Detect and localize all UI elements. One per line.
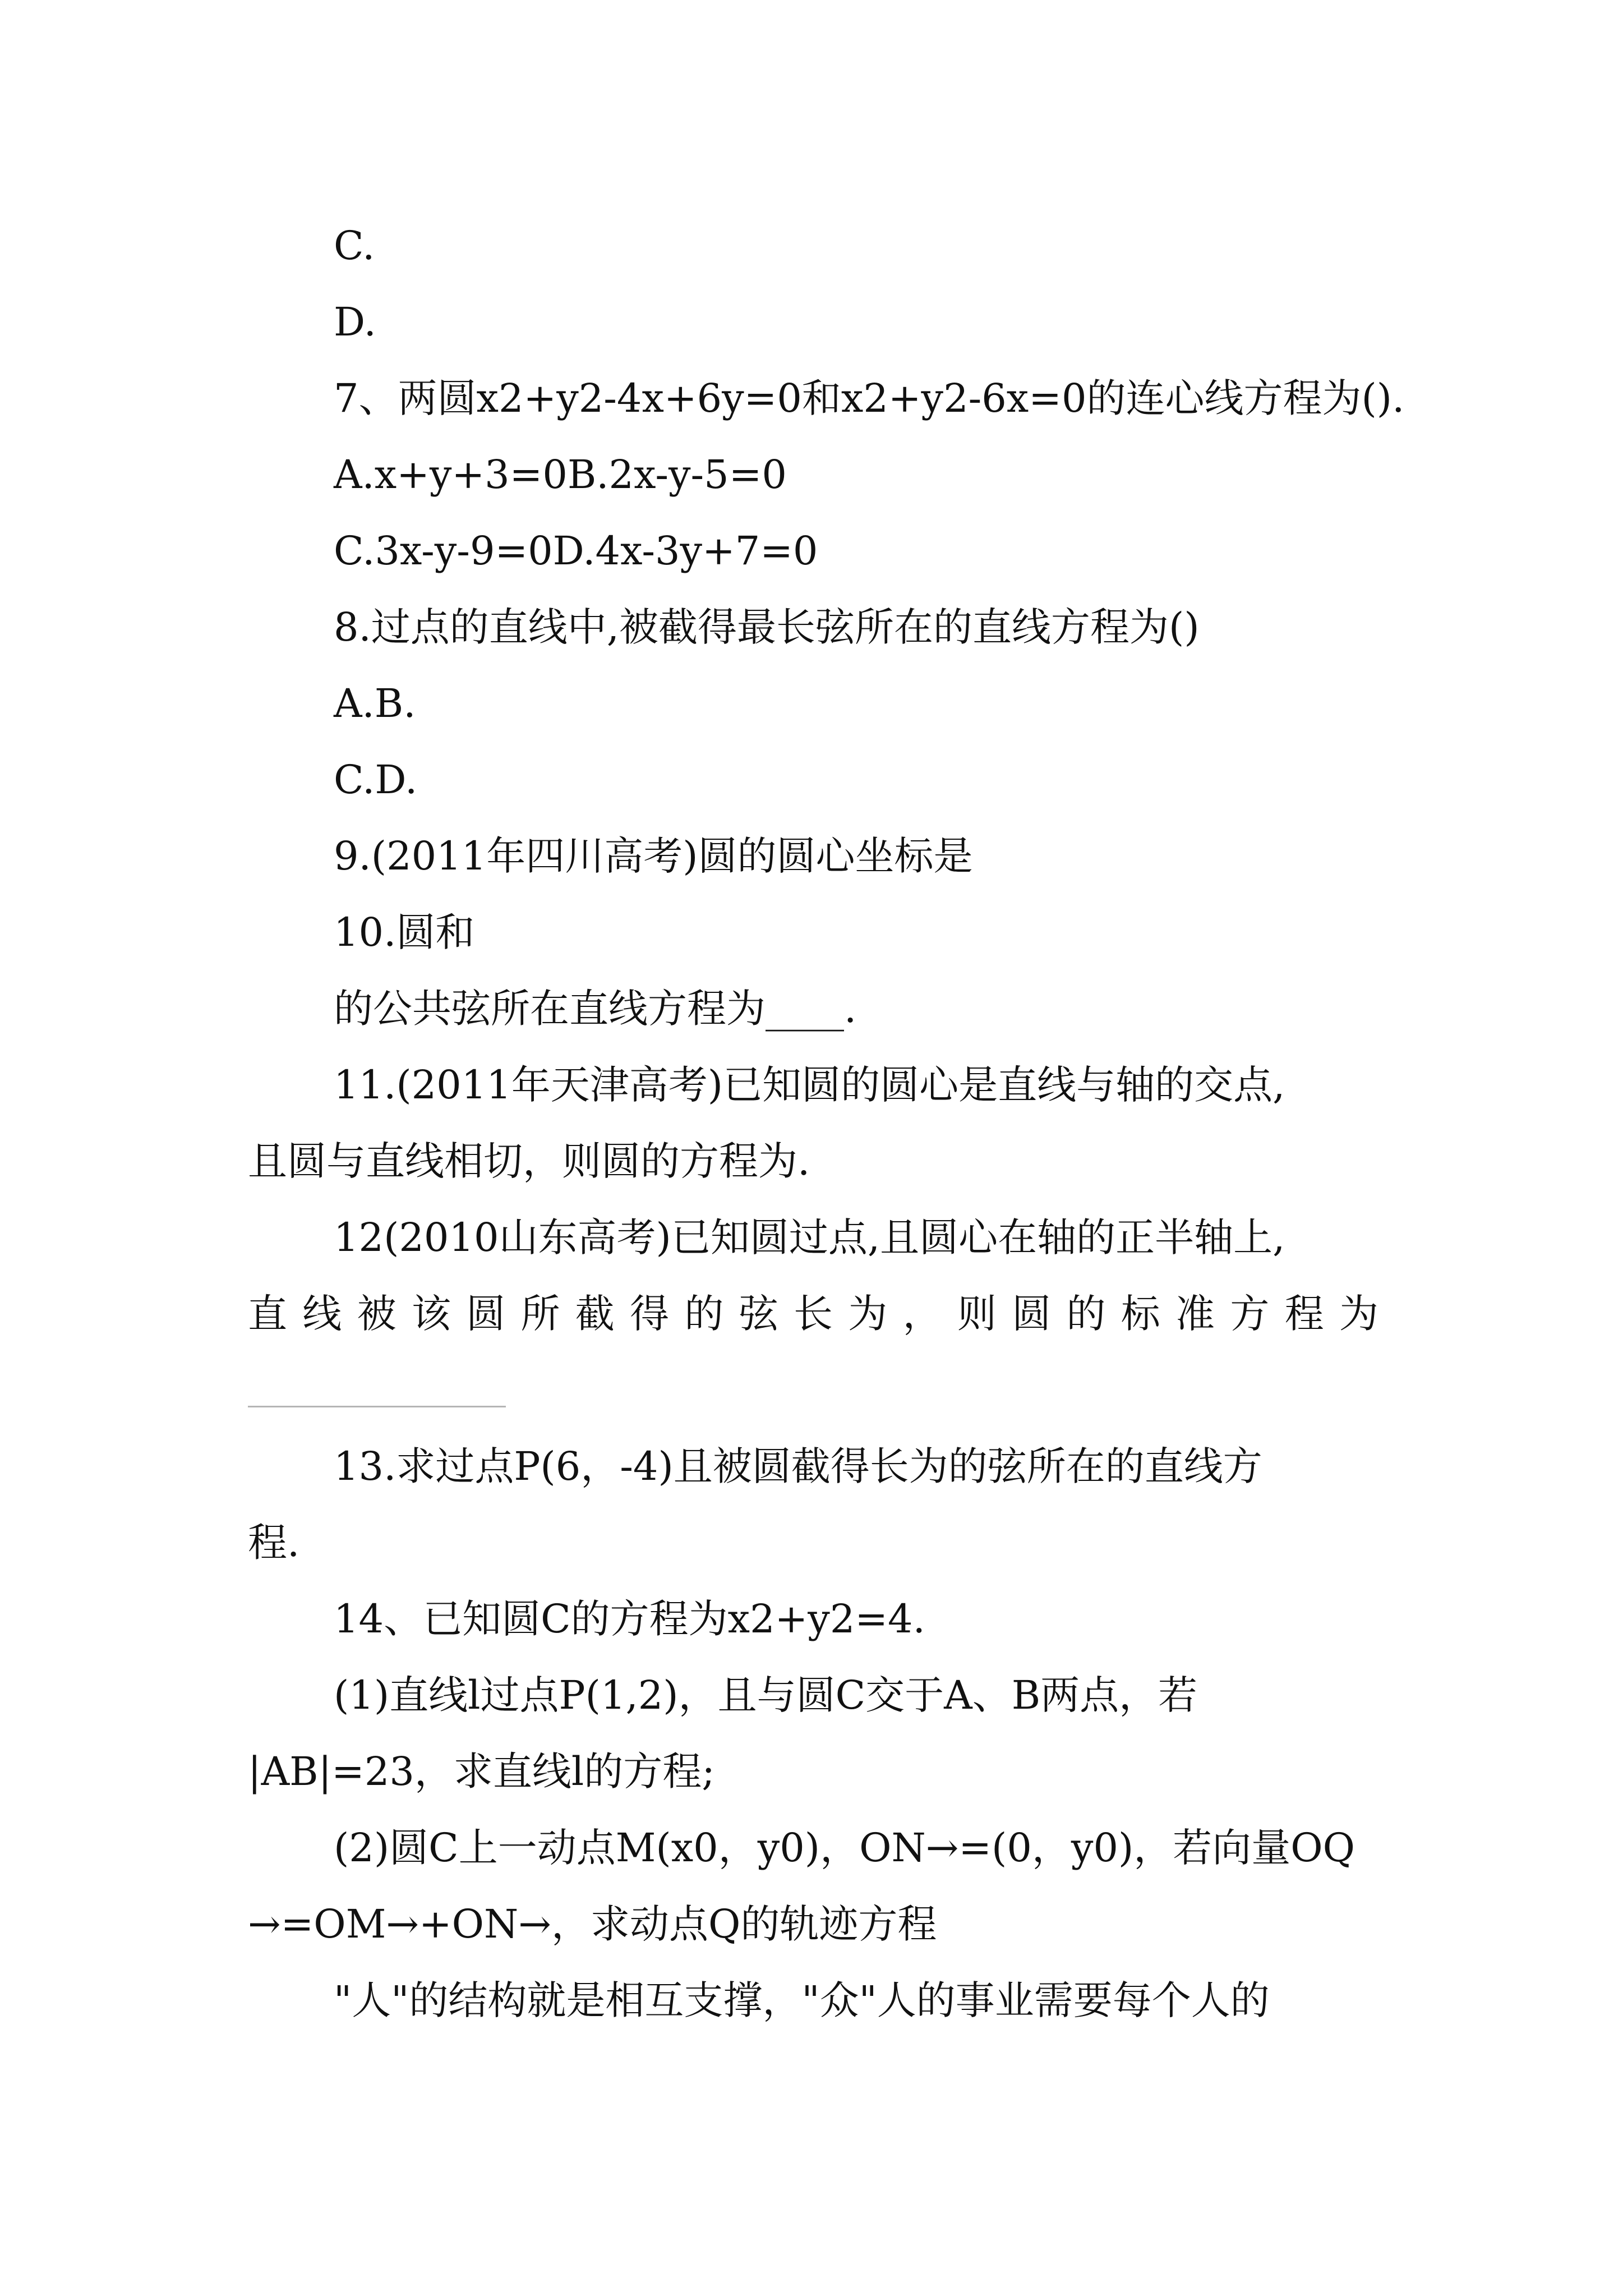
- options-cd-8: C.D.: [334, 757, 418, 803]
- closing-paragraph: "人"的结构就是相互支撑，"众"人的事业需要每个人的: [334, 1977, 1270, 2023]
- question-10-cont: 的公共弦所在直线方程为____.: [334, 986, 857, 1032]
- question-10: 10.圆和: [334, 909, 475, 955]
- question-14-part1-cont: |AB|=23，求直线l的方程;: [248, 1749, 715, 1795]
- question-14-part2-cont: →=OM→+ON→，求动点Q的轨迹方程: [248, 1901, 937, 1947]
- question-7: 7、两圆x2+y2-4x+6y=0和x2+y2-6x=0的连心线方程为().: [334, 375, 1405, 421]
- question-14-part2: (2)圆C上一动点M(x0，y0)，ON→=(0，y0)，若向量OQ: [334, 1825, 1355, 1871]
- question-14-part1: (1)直线l过点P(1,2)，且与圆C交于A、B两点，若: [334, 1672, 1198, 1718]
- question-8: 8.过点的直线中,被截得最长弦所在的直线方程为(): [334, 604, 1200, 650]
- question-11: 11.(2011年天津高考)已知圆的圆心是直线与轴的交点,: [334, 1062, 1285, 1108]
- options-ab-7: A.x+y+3=0B.2x-y-5=0: [334, 452, 787, 498]
- option-d-7: D.: [334, 299, 376, 345]
- options-ab-8: A.B.: [334, 680, 416, 726]
- question-12-cont: 直线被该圆所截得的弦长为，则圆的标准方程为: [248, 1291, 1378, 1337]
- question-13: 13.求过点P(6，-4)且被圆截得长为的弦所在的直线方: [334, 1443, 1262, 1489]
- question-14: 14、已知圆C的方程为x2+y2=4.: [334, 1596, 925, 1642]
- answer-blank-line: [248, 1406, 506, 1407]
- question-13-cont: 程.: [248, 1520, 300, 1566]
- question-9: 9.(2011年四川高考)圆的圆心坐标是: [334, 833, 973, 879]
- options-cd-7: C.3x-y-9=0D.4x-3y+7=0: [334, 528, 818, 574]
- question-11-cont: 且圆与直线相切，则圆的方程为.: [248, 1138, 810, 1184]
- question-12: 12(2010山东高考)已知圆过点,且圆心在轴的正半轴上,: [334, 1214, 1285, 1260]
- option-c-7: C.: [334, 223, 375, 269]
